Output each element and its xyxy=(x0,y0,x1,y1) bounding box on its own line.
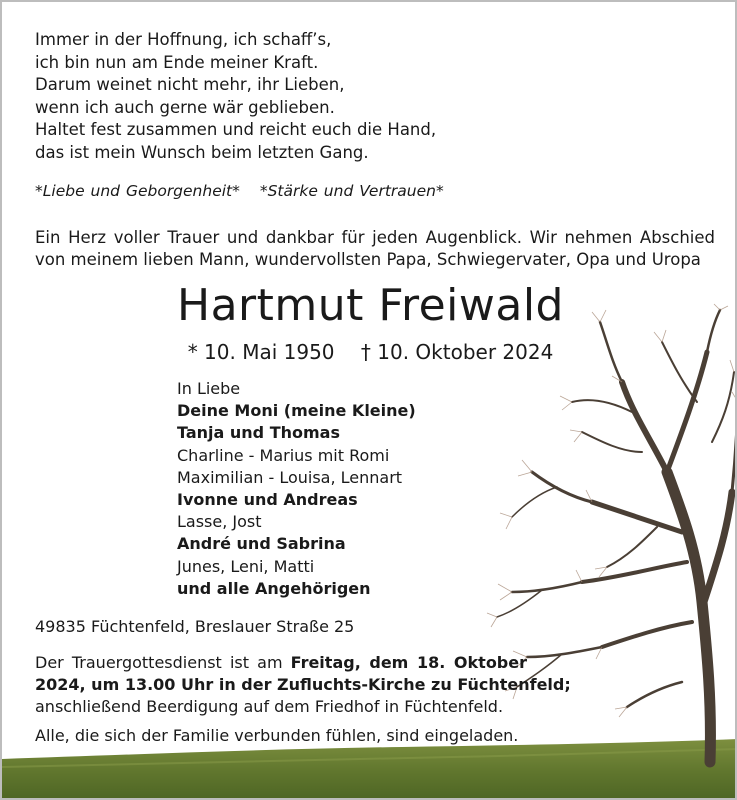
mourner-line: Lasse, Jost xyxy=(177,512,262,532)
mourner-line: Tanja und Thomas xyxy=(177,423,340,443)
service-time-place: 2024, um 13.00 Uhr in der Zufluchts-Kirche zu Füchtenfeld; xyxy=(35,675,571,694)
poem-line: das ist mein Wunsch beim letzten Gang. xyxy=(35,142,369,162)
funeral-service-info xyxy=(35,652,571,718)
mourner-line: In Liebe xyxy=(177,379,241,398)
mourner-line: und alle Angehörigen xyxy=(177,578,371,598)
value-strength: *Stärke und Vertrauen* xyxy=(259,182,444,200)
service-line-2 xyxy=(35,674,571,696)
value-love: *Liebe und Geborgenheit* xyxy=(35,182,240,200)
death-date: † 10. Oktober 2024 xyxy=(360,340,554,364)
family-address: 49835 Füchtenfeld, Breslauer Straße 25 xyxy=(35,617,355,636)
mourner-line: Maximilian - Louisa, Lennart xyxy=(177,467,403,487)
life-dates xyxy=(2,340,737,364)
service-intro: Der Trauergottesdienst ist am xyxy=(35,653,291,672)
poem-line: Darum weinet nicht mehr, ihr Lieben, xyxy=(35,75,345,94)
service-day: Freitag, dem 18. Oktober xyxy=(290,653,528,672)
poem-line: wenn ich auch gerne wär geblieben. xyxy=(35,97,335,117)
mourner-line: André und Sabrina xyxy=(177,534,346,554)
poem-line: Haltet fest zusammen und reicht euch die Hand, xyxy=(35,120,437,139)
mourner-line: Deine Moni (meine Kleine) xyxy=(177,401,416,421)
mourner-line: Charline - Marius mit Romi xyxy=(177,445,390,465)
mourners-list xyxy=(177,378,416,600)
service-line-1 xyxy=(35,652,527,674)
intro-text: Ein Herz voller Trauer und dankbar für jeden Augenblick. Wir nehmen Abschied von meinem lieben Mann, wundervollsten Papa, Schwiegervater, Opa und Uropa xyxy=(35,228,715,269)
deceased-name: Hartmut Freiwald xyxy=(176,280,564,331)
closing-invitation: Alle, die sich der Familie verbunden fühlen, sind eingeladen. xyxy=(35,726,519,745)
poem-line: Immer in der Hoffnung, ich schaff’s, xyxy=(35,30,332,49)
poem xyxy=(35,29,436,164)
values-line xyxy=(35,182,444,200)
service-line-3: anschließend Beerdigung auf dem Friedhof in Füchtenfeld. xyxy=(35,697,504,716)
mourner-line: Ivonne und Andreas xyxy=(177,490,358,510)
birth-date: * 10. Mai 1950 xyxy=(187,340,335,364)
mourner-line: Junes, Leni, Matti xyxy=(177,556,315,576)
poem-line: ich bin nun am Ende meiner Kraft. xyxy=(35,52,319,72)
